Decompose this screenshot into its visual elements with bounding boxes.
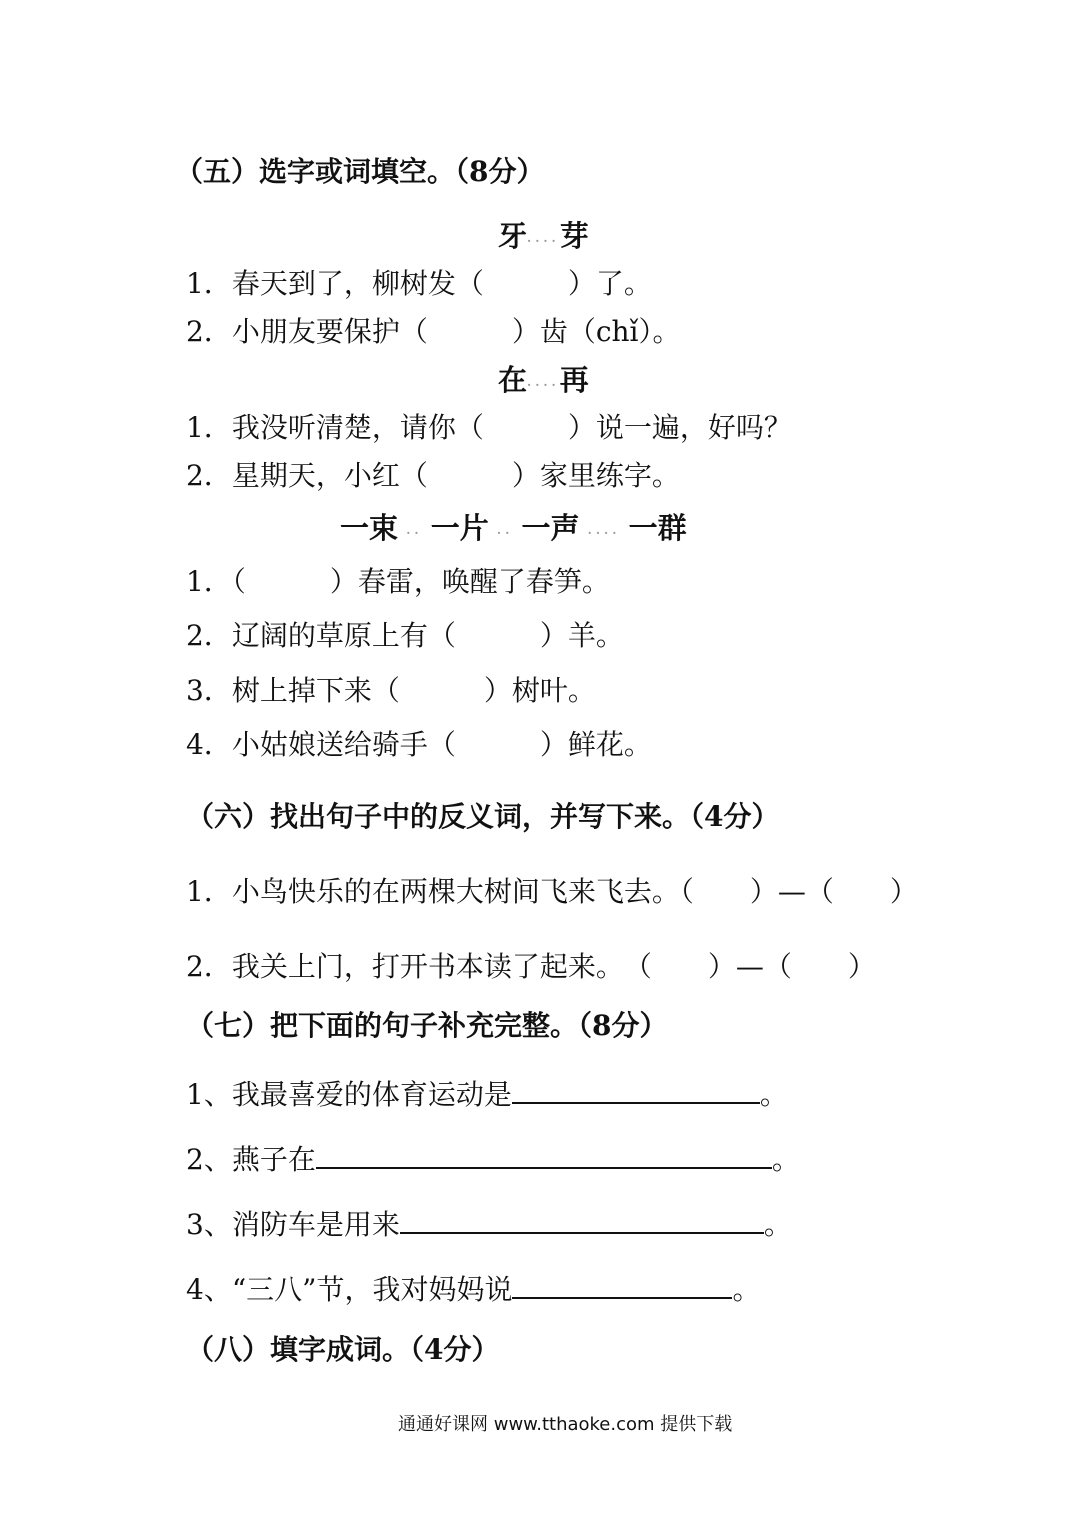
question-7-4-text: 4、“三八”节，我对妈妈说 <box>186 1273 513 1306</box>
period: 。 <box>763 1208 792 1241</box>
option-group-1: 牙....芽 <box>498 219 589 253</box>
question-7-1-text: 1、我最喜爱的体育运动是 <box>186 1078 512 1111</box>
question-6-2: 2．我关上门，打开书本读了起来。 （ ）—（ ） <box>186 950 876 983</box>
question-7-4 <box>186 1273 760 1304</box>
section-8-title: （八）填字成词。（4分） <box>186 1333 500 1366</box>
section-5-title: （五）选字或词填空。（8分） <box>175 155 545 188</box>
answer-line[interactable] <box>512 1273 732 1299</box>
period: 。 <box>771 1143 800 1176</box>
option-yipian: 一片 <box>430 511 489 545</box>
section-6-title: （六）找出句子中的反义词，并写下来。（4分） <box>186 800 780 833</box>
option-zai: 在 <box>498 363 528 397</box>
answer-line[interactable] <box>400 1208 764 1234</box>
question-5-4: 2．星期天，小红（ ）家里练字。 <box>186 459 680 492</box>
option-yisheng: 一声 <box>521 511 580 545</box>
answer-line[interactable] <box>316 1143 772 1169</box>
option-group-3: 一束 .. 一片 .. 一声 .... 一群 <box>340 511 687 545</box>
question-7-3 <box>186 1208 792 1239</box>
period: 。 <box>759 1078 788 1111</box>
question-7-1 <box>186 1078 788 1109</box>
question-5-8: 4．小姑娘送给骑手（ ）鲜花。 <box>186 728 652 761</box>
answer-line[interactable] <box>512 1078 760 1104</box>
option-yishu: 一束 <box>340 511 399 545</box>
question-7-2 <box>186 1143 800 1174</box>
section-7-title: （七）把下面的句子补充完整。（8分） <box>186 1009 668 1042</box>
option-ya: 牙 <box>498 219 528 253</box>
option-yiqun: 一群 <box>628 511 687 545</box>
footer-source: 通通好课网 www.tthaoke.com 提供下载 <box>398 1414 733 1435</box>
option-zai-again: 再 <box>559 363 589 397</box>
question-5-1: 1．春天到了，柳树发（ ）了。 <box>186 267 652 300</box>
period: 。 <box>732 1273 761 1306</box>
question-5-6: 2．辽阔的草原上有（ ）羊。 <box>186 619 624 652</box>
option-group-2: 在....再 <box>498 363 589 397</box>
question-7-3-text: 3、消防车是用来 <box>186 1208 400 1241</box>
option-ya-sprout: 芽 <box>559 219 589 253</box>
question-6-1: 1．小鸟快乐的在两棵大树间飞来飞去。（ ）—（ ） <box>186 875 918 908</box>
question-5-5: 1．（ ）春雷，唤醒了春笋。 <box>186 565 610 598</box>
question-5-7: 3．树上掉下来（ ）树叶。 <box>186 674 596 707</box>
question-7-2-text: 2、燕子在 <box>186 1143 316 1176</box>
question-5-3: 1．我没听清楚，请你（ ）说一遍，好吗？ <box>186 411 792 444</box>
question-5-2: 2．小朋友要保护（ ）齿（chǐ）。 <box>186 315 681 348</box>
